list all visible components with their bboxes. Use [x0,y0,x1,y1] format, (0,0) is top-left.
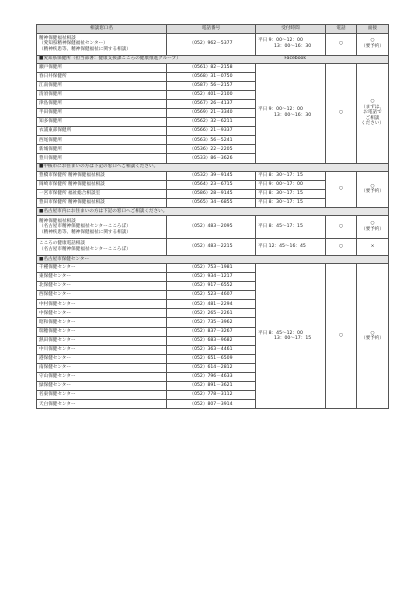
phone-number: （052）265－2261 [167,309,256,318]
phone-number: （0567）26－4137 [167,99,256,108]
nagoya-health-centers [37,263,389,409]
phone-number: （0564）23－6715 [167,180,256,189]
hours: 平日 9：00～12：00 13：00～16：30 [256,33,326,55]
phone-number: （052）837－3267 [167,327,256,336]
hours: 平日 8：30～17：15 [256,171,326,180]
section-label: ■中核市にお住まいの方は下記の窓口へご相談ください。 [37,163,389,171]
section-header [37,207,389,215]
window-name: 津島保健所 [37,99,167,108]
aichi-health-centers [37,63,389,163]
window-name: 千種保健センター [37,263,167,272]
phone-number: （052）917－6552 [167,282,256,291]
phone-number: （052）753－1981 [167,263,256,272]
visit-available: ○ （要予約） [357,33,389,55]
window-name: 豊橋市保健所 精神保健福祉相談 [37,171,167,180]
table-header-row [37,25,389,34]
window-name: 西保健センター [37,291,167,300]
window-name: 瑞穂保健センター [37,327,167,336]
window-name: 中保健センター [37,309,167,318]
hours: 平日 8：45～17：15 [256,215,326,238]
nagoya-consultation [37,215,389,255]
hours: 平日 8：30～17：15 [256,198,326,207]
visit-available: ○ （要予約） [357,171,389,207]
window-name: 中村保健センター [37,300,167,309]
header-window: 相談窓口名 [37,25,167,34]
visit-available: × [357,238,389,255]
header-phone: 電話番号 [167,25,256,34]
tel-available: ○ [326,215,357,238]
hours: 平日 8：30～17：15 [256,189,326,198]
window-name: 衣浦東部保健所 [37,127,167,136]
phone-number: （052）735－3962 [167,318,256,327]
window-name: 南保健センター [37,363,167,372]
visit-available: ○ （まずは、 お電話で ご相談 ください） [357,63,389,163]
hours: 平日 8：45～12：00 13：00～17：15 [256,263,326,409]
phone-number: （0569）21－3340 [167,108,256,117]
contact-table [36,24,389,409]
core-city-centers [37,171,389,207]
window-name: 知多保健所 [37,118,167,127]
table-row [37,63,389,72]
phone-number: （052）796－4633 [167,373,256,382]
window-name: 瀬戸保健所 [37,63,167,72]
window-name: 中川保健センター [37,345,167,354]
hours: 平日 9：00～12：00 13：00～16：30 [256,63,326,163]
section-label: ■名古屋市保健センター [37,255,389,263]
phone-number: （0563）56－5241 [167,136,256,145]
phone-number: （052）483－2215 [167,238,256,255]
window-name: 名東保健センター [37,391,167,400]
phone-number: （052）363－4461 [167,345,256,354]
facebook-link[interactable]: Facebook [284,56,306,62]
phone-number: （052）651－6509 [167,354,256,363]
window-name: 西尾保健所 [37,136,167,145]
window-name: 新城保健所 [37,145,167,154]
section-label: ■愛知県保健所（担当部署：健康支援課こころの健康推進グループ） [39,56,181,62]
window-name: 豊川保健所 [37,154,167,163]
window-name: 天白保健センター [37,400,167,409]
window-name: 北保健センター [37,282,167,291]
window-name: 春日井保健所 [37,72,167,81]
phone-number: （0532）39－9145 [167,171,256,180]
header-hours: 受付時間 [256,25,326,34]
phone-number: （0568）31－0750 [167,72,256,81]
phone-number: （0565）34－6855 [167,198,256,207]
visit-available: ○ （要予約） [357,263,389,409]
table-row [37,171,389,180]
document-page [36,24,388,409]
table-row [37,238,389,255]
phone-number: （0533）86－3626 [167,154,256,163]
window-name: 一宮市保健所 福祉総合相談室 [37,189,167,198]
hours: 平日 12：45～16：45 [256,238,326,255]
window-name: 守山保健センター [37,373,167,382]
tel-available: ○ [326,33,357,55]
phone-number: （052）614－2812 [167,363,256,372]
visit-available: ○ （要予約） [357,215,389,238]
window-name: 江南保健所 [37,81,167,90]
window-name: 昭和保健センター [37,318,167,327]
window-name: 熱田保健センター [37,336,167,345]
window-name: 港保健センター [37,354,167,363]
phone-number: （052）683－9682 [167,336,256,345]
phone-number: （052）483－2095 [167,215,256,238]
phone-number: （052）962－5377 [167,33,256,55]
tel-available: ○ [326,63,357,163]
phone-number: （052）934－1217 [167,273,256,282]
phone-number: （0561）82－2158 [167,63,256,72]
phone-number: （052）481－2294 [167,300,256,309]
phone-number: （0586）28－9145 [167,189,256,198]
window-name: 半田保健所 [37,108,167,117]
window-name: 岡崎市保健所 精神保健福祉相談 [37,180,167,189]
window-name: こころの健康電話相談 （名古屋市精神保健福祉センターこころぽ） [37,238,167,255]
window-name: 豊田市保健所 精神保健福祉相談 [37,198,167,207]
phone-number: （052）807－3914 [167,400,256,409]
tel-available: ○ [326,171,357,207]
phone-number: （0566）21－9337 [167,127,256,136]
section-label: ■名古屋市内にお住まいの方は下記の窓口へご相談ください。 [37,207,389,215]
window-name: 精神保健福祉相談 （名古屋市精神保健福祉センターこころぽ） （精神疾患等、精神保健福祉に関する相談） [37,215,167,238]
window-name: 清須保健所 [37,90,167,99]
table-row [37,263,389,272]
table-row [37,33,389,55]
hours: 平日 9：00～17：00 [256,180,326,189]
header-tel: 電話 [326,25,357,34]
tel-available: ○ [326,263,357,409]
window-name: 緑保健センター [37,382,167,391]
phone-number: （0562）32－6211 [167,118,256,127]
table-row [37,215,389,238]
phone-number: （0587）56－2157 [167,81,256,90]
window-name: 精神保健福祉相談 （愛知県精神保健福祉センター） （精神疾患等、精神保健福祉に関する相談） [37,33,167,55]
phone-number: （052）401－2100 [167,90,256,99]
phone-number: （052）891－3621 [167,382,256,391]
window-name: 東保健センター [37,273,167,282]
section-header [37,163,389,171]
tel-available: ○ [326,238,357,255]
header-visit: 面接 [357,25,389,34]
phone-number: （052）778－3112 [167,391,256,400]
section-header [37,55,389,63]
section-header [37,255,389,263]
phone-number: （052）523－4607 [167,291,256,300]
phone-number: （0536）22－2205 [167,145,256,154]
